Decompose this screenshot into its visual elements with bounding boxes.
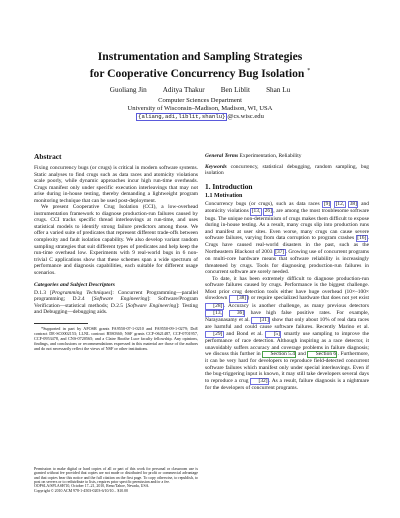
keywords-heading: Keywords — [205, 163, 227, 170]
title-line-1: Instrumentation and Sampling Strategies — [97, 50, 303, 63]
paper-title — [40, 50, 360, 81]
general-terms-heading: General Terms — [205, 153, 239, 159]
citation-link[interactable]: [38] — [229, 295, 248, 302]
citation-link[interactable]: 26] — [264, 208, 272, 215]
motivation-heading: 1.1 Motivation — [205, 192, 243, 199]
citation-link[interactable]: [16] — [357, 235, 367, 242]
abstract-paragraph: Fixing concurrency bugs (or crugs) is critical in modern software systems. Static analyses to find crugs such as data races and atomicity violations scale poorly, while dynamic approaches incur high run-time overheads. Crugs manifest only under specific execution interleavings that may not arise during in-house testing, thereby demanding a lightweight program monitoring technique that can be used post-deployment. — [34, 165, 198, 204]
author-name: Ben Liblit — [220, 86, 251, 94]
email-link[interactable]: {aliang,adi,liblit,shanlu} — [138, 113, 226, 120]
permission-text: Permission to make digital or hard copies of all or part of this work for personal or classroom use is granted without fee provided that copies are not made or distributed for profit or commercial advantage and that copies bear this notice and the full citation on the first page. To copy otherwise, to republish, to post on servers or to redistribute to lists, requires prior specific permission and/or a fee. — [34, 467, 198, 485]
affiliation — [40, 97, 360, 121]
permission-block — [34, 467, 198, 493]
affiliation-university: University of Wisconsin–Madison, Madison, WI, USA — [127, 105, 273, 112]
citation-link[interactable]: [29] — [205, 331, 224, 338]
introduction-heading: 1. Introduction — [205, 181, 253, 191]
abstract-heading: Abstract — [34, 152, 62, 161]
author-list — [40, 86, 360, 94]
intro-paragraph: Concurrency bugs (or crugs), such as data races [9] [12, 38] and atomicity violations [13, 26], are among the most troublesome software bugs. The unique non-determinism of crugs makes them difficult to expose during in-house testing. As a result, many crugs slip into production runs and manifest at user sites. Even worse, many crugs can cause severe software failures, varying from data corruption to program crashes [16]. Crugs have caused real-world disasters in the past, such as the Northeastern Blackout of 2003 [37]. Growing use of concurrent programs on multi-core hardware means that software reliability is increasingly threatened by crugs. Tools for diagnosing production-run failures in concurrent software are sorely needed. — [205, 201, 370, 276]
citation-link[interactable]: [9] — [323, 201, 331, 208]
intro-paragraph: To date, it has been extremely difficult to diagnose production-run software failures caused by crugs. Performance is the biggest challenge. Most prior crug detection tools either have huge overhead (10×–100× slowdown [38]) or require specialized hardware that does not yet exist [28]. Accuracy is another challenge, as many previous detectors [13, 36] have high false positive rates. For example, Narayanasamy et al. [31] show that only about 10% of real data races are harmful and could cause software failures. Recently Marino et al. [29] and Bond et al. [5] smartly use sampling to improve the performance of race detection. Although inspiring as a race detector, it unavoidably suffers accuracy and coverage problems in failure diagnosis; we discuss this further in Section 5.4 and Section 6. Furthermore, it can be very hard for developers to reproduce field-detected concurrent software failures which manifest only under special interleavings. Even if the bug-triggering input is known, it may still take developers several days to reproduce a crug [32]. As a result, failure diagnosis is a nightmare for the developers of concurrent programs. — [205, 275, 370, 392]
copyright-line: Copyright © 2010 ACM 978-1-4503-0203-6/10/10... $10.00 — [34, 488, 129, 493]
title-footnote-mark: * — [307, 68, 311, 74]
categories-text: D.1.3 [Programming Techniques]: Concurrent Programming—parallel programming; D.2.4 [Software Engineering]: Software/Program Verification—statistical methods; D.2.5 [Software Engineering]: Testing and Debugging—debugging aids. — [34, 289, 199, 316]
section-reference-link[interactable]: Section 6 — [307, 351, 337, 358]
section-reference-link[interactable]: Section 5.4 — [262, 351, 296, 358]
author-name: Aditya Thakur — [162, 86, 205, 94]
general-terms: General Terms Experimentation, Reliability — [205, 153, 302, 159]
citation-link[interactable]: 38] — [349, 201, 357, 208]
citation-link[interactable]: [28] — [205, 303, 224, 310]
categories-heading: Categories and Subject Descriptors — [34, 282, 115, 289]
author-name: Guoliang Jin — [109, 86, 147, 94]
author-name: Shan Lu — [266, 86, 291, 94]
citation-link[interactable]: [5] — [265, 331, 281, 338]
citation-link[interactable]: [12, — [335, 201, 345, 208]
citation-link[interactable]: [13, — [205, 310, 223, 317]
affiliation-department: Computer Sciences Department — [158, 97, 242, 104]
citation-link[interactable]: 36] — [229, 310, 246, 317]
right-column — [205, 153, 369, 392]
footnote-rule — [34, 323, 88, 324]
support-footnote: *Supported in part by AFOSR grants FA9550-07-1-0210 and FA9550-09-1-0279; DoE contract DE-SC0002153; LLNL contract B580360; NSF grants CCF-0621487, CCF-0701957, CCF-0953478, and CNS-0720565; and a Claire Boothe Luce faculty fellowship. Any opinions, findings, and conclusions or recommendations expressed in this material are those of the authors and do not necessarily reflect the views of NSF or other institutions. — [34, 326, 198, 352]
abstract-paragraph: We present Cooperative Crug Isolation (CCI), a low-overhead instrumentation framework to diagnose production-run failures caused by crugs. CCI tracks specific thread interleavings at run-time, and uses statistical models to identify strong failure predictors among those. We offer a varied suite of predicates that represent different trade-offs between complexity and fault isolation capability. We also develop variant random sampling strategies that suit different types of predicates and help keep the run-time overhead low. Experiments with 9 real-world bugs in 6 non-trivial C applications show that these schemes span a wide spectrum of performance and diagnosis capabilities, each suitable for different usage scenarios. — [34, 204, 198, 276]
left-column — [34, 153, 198, 351]
conference-line: OOPSLA/SPLASH'10, October 17–21, 2010, Reno/Tahoe, Nevada, USA. — [34, 484, 150, 489]
citation-link[interactable]: [31] — [251, 317, 270, 324]
email-line — [40, 113, 360, 121]
keywords: Keywords concurrency, statistical debugging, random sampling, bug isolation — [205, 163, 370, 177]
citation-link[interactable]: [37] — [275, 248, 285, 255]
title-line-2: for Cooperative Concurrency Bug Isolation * — [89, 66, 311, 80]
citation-link[interactable]: [32] — [250, 378, 269, 385]
email-domain: @cs.wisc.edu — [227, 113, 264, 120]
citation-link[interactable]: [13, — [251, 208, 261, 215]
